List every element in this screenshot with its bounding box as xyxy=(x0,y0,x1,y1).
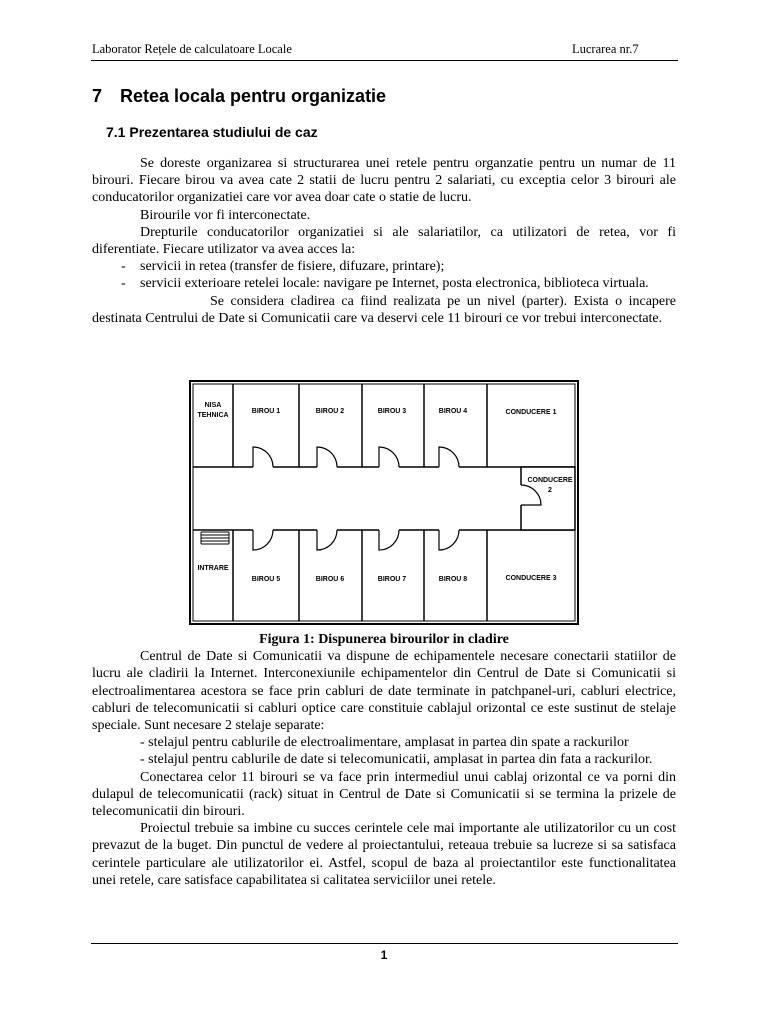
intro-paragraph-1: Se doreste organizarea si structurarea unei retele pentru organzatie pentru un numar de 11 birouri. Fiecare birou va avea cate 2 statii de lucru pentru 2 salariati, cu exceptia celor 3 birouri ale conducatorilor organizatiei care vor avea doar cate o statie de lucru. xyxy=(92,156,676,206)
label-tehnica: TEHNICA xyxy=(197,412,229,419)
floor-plan-diagram xyxy=(189,380,579,625)
label-conducere-2: CONDUCERE xyxy=(527,477,573,484)
body-paragraph-1: Centrul de Date si Comunicatii va dispune de echipamentele necesare conectarii statiilor de lucru ale cladirii la Internet. Interconexiunile echipamentelor din Centrul de Date si Comunicatii si electroalimentarea acestora se face prin cabluri de date terminate in patchpanel-uri, cabluri electrice, cabluri de telecomunicatii si cabluri optice care constituie cablajul orizontal ce este sustinut de stelaje speciale. Sunt necesare 2 stelaje separate: xyxy=(92,649,676,734)
intro-paragraph-2: Birourile vor fi interconectate. xyxy=(140,207,311,223)
section-heading: 7.1 Prezentarea studiului de caz xyxy=(106,124,318,140)
label-birou-8: BIROU 8 xyxy=(438,576,468,583)
running-header-lab-number: Lucrarea nr.7 xyxy=(572,42,639,56)
footer-rule xyxy=(91,943,678,944)
page-number: 1 xyxy=(380,948,388,962)
body-dash-2: - stelajul pentru cablurile de date si telecomunicatii, amplasat in partea din fata a rackurilor. xyxy=(140,752,653,768)
figure-caption: Figura 1: Dispunerea birourilor in cladire xyxy=(259,632,509,647)
intro-text xyxy=(92,155,676,327)
bullet-item: - servicii in retea (transfer de fisiere, difuzare, printare); xyxy=(92,258,676,275)
body-text xyxy=(92,631,676,889)
label-birou-3: BIROU 3 xyxy=(377,408,407,415)
chapter-heading xyxy=(92,86,386,107)
label-birou-1: BIROU 1 xyxy=(251,408,281,415)
chapter-number: 7 xyxy=(92,86,103,106)
label-birou-5: BIROU 5 xyxy=(251,576,281,583)
header-rule xyxy=(91,60,678,61)
body-dash-1: - stelajul pentru cablurile de electroalimentare, amplasat in partea din spate a rackurilor xyxy=(140,735,629,751)
label-conducere-2-number: 2 xyxy=(548,487,552,494)
body-paragraph-3: Proiectul trebuie sa imbine cu succes cerintele cele mai importante ale utilizatorilor cu un cost prevazut de la buget. Din punctul de vedere al proiectantului, reteaua trebuie sa lucreze si sa satisfaca cerintele particulare ale utilizatorilor ei. Astfel, scopul de baza al proiectantilor este functionalitatea unei retele, care satisface capabilitatea si calitatea serviciilor unei retele. xyxy=(92,821,676,888)
bullet-text: servicii in retea (transfer de fisiere, difuzare, printare); xyxy=(140,259,445,275)
body-paragraph-2: Conectarea celor 11 birouri se va face prin intermediul unui cablaj orizontal ce va porni din dulapul de telecomunicatii (rack) situat in Centrul de Date si Comunicatii si se termina la prizele de telecomunicatii din birouri. xyxy=(92,769,676,820)
bullet-text: servicii exterioare retelei locale: navigare pe Internet, posta electronica, biblioteca virtuala. xyxy=(140,276,649,292)
intro-paragraph-4: Se considera cladirea ca fiind realizata pe un nivel (parter). Exista o incapere destinata Centrului de Date si Comunicatii care va deservi cele 11 birouri ce vor trebui interconectate. xyxy=(92,293,676,326)
label-conducere-3: CONDUCERE 3 xyxy=(505,575,557,582)
label-nisa: NISA xyxy=(204,402,222,409)
label-birou-7: BIROU 7 xyxy=(377,576,407,583)
label-intrare: INTRARE xyxy=(197,565,229,572)
chapter-title: Retea locala pentru organizatie xyxy=(120,86,387,106)
label-birou-2: BIROU 2 xyxy=(315,408,345,415)
intro-paragraph-3: Drepturile conducatorilor organizatiei si ale salariatilor, ca utilizatori de retea, vor fi diferentiate. Fiecare utilizator va avea acces la: xyxy=(92,224,676,258)
bullet-item: - servicii exterioare retelei locale: navigare pe Internet, posta electronica, biblioteca virtuala. xyxy=(92,275,676,292)
label-conducere-1: CONDUCERE 1 xyxy=(505,409,557,416)
running-header-title: Laborator Rețele de calculatoare Locale xyxy=(92,42,292,56)
label-birou-4: BIROU 4 xyxy=(438,408,468,415)
label-birou-6: BIROU 6 xyxy=(315,576,345,583)
